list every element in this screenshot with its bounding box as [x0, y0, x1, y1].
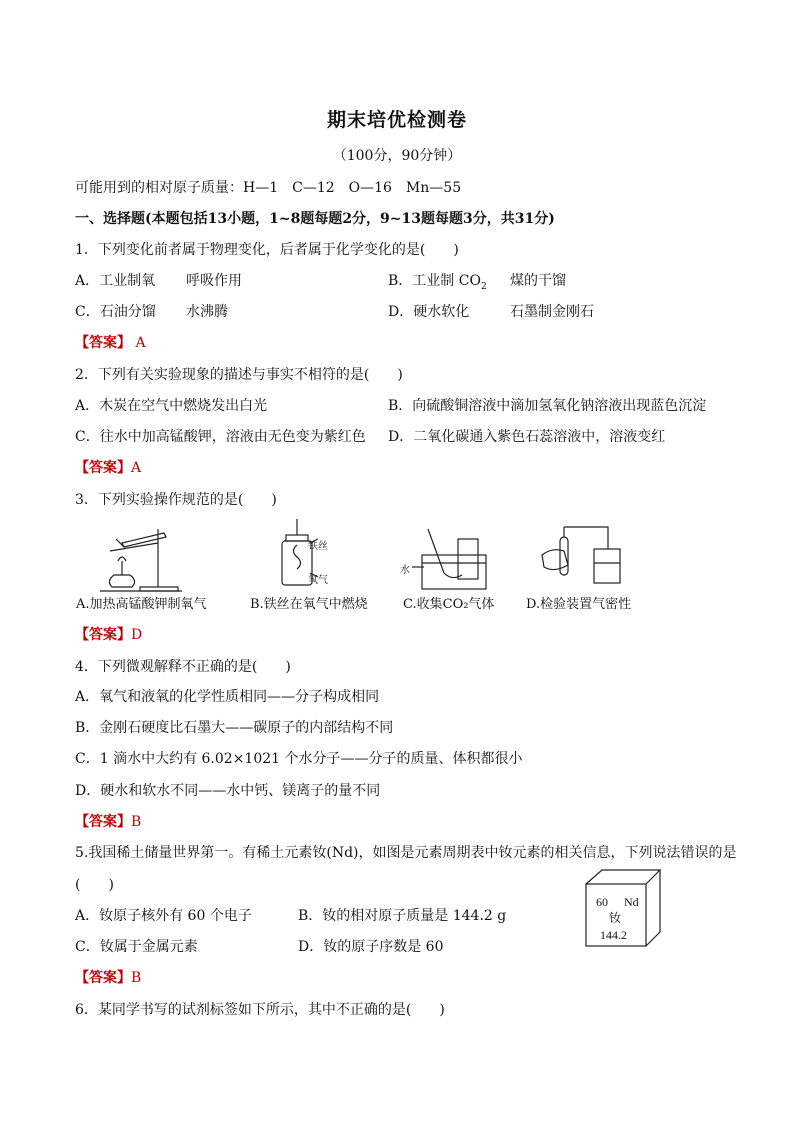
q3-figure-a-heating-setup [100, 529, 182, 591]
q3-figure-b-caption: B.铁丝在氧气中燃烧 [250, 597, 368, 612]
q5-answer [75, 967, 141, 987]
atomic-masses: 可能用到的相对原子质量：H—1 C—12 O—16 Mn—55 [75, 180, 462, 196]
q5-cell-mass: 144.2 [600, 928, 627, 942]
q5-cell-symbol: Nd [624, 895, 639, 909]
q3-stem: 3．下列实验操作规范的是( ) [75, 492, 277, 508]
q2-answer-value: A [131, 460, 142, 476]
answer-tag: 【答案】 [75, 627, 131, 643]
q2-option-c: C．往水中加高锰酸钾，溶液由无色变为紫红色 [75, 429, 366, 445]
section-heading: 一、选择题(本题包括13小题，1~8题每题2分，9~13题每题3分，共31分) [75, 211, 555, 227]
exam-subtitle: （100分，90分钟） [332, 148, 462, 164]
q1-option-b-right: 煤的干馏 [510, 273, 566, 289]
q4-option-a: A．氧气和液氧的化学性质相同——分子构成相同 [75, 689, 380, 705]
q6-stem: 6．某同学书写的试剂标签如下所示，其中不正确的是( ) [75, 1002, 445, 1018]
q3-answer-value: D [131, 627, 143, 643]
q3-figure-d-caption: D.检验装置气密性 [526, 597, 632, 612]
q1-option-d-right: 石墨制金刚石 [510, 304, 594, 320]
q1-option-b-left [388, 270, 487, 292]
q3-label-wire: 铁丝 [308, 541, 328, 552]
q3-figure-d-airtightness-test [542, 527, 620, 583]
q1-option-a-left: A．工业制氧 [75, 273, 156, 289]
q4-answer-value: B [131, 814, 142, 830]
q2-answer [75, 457, 141, 477]
q2-option-b: B．向硫酸铜溶液中滴加氢氧化钠溶液出现蓝色沉淀 [388, 398, 707, 414]
q3-label-oxygen: 氧气 [308, 575, 328, 586]
q5-stem: 5.我国稀土储量世界第一。有稀土元素钕(Nd)，如图是元素周期表中钕元素的相关信息，下列说法错误的是 [75, 845, 737, 861]
q5-cell-name: 钕 [609, 911, 622, 925]
q5-option-d: D．钕的原子序数是 60 [298, 939, 444, 955]
q1-answer-value: A [131, 335, 146, 351]
q5-option-a: A．钕原子核外有 60 个电子 [75, 908, 252, 924]
q1-option-a-right: 呼吸作用 [186, 273, 242, 289]
answer-tag: 【答案】 [75, 970, 131, 986]
q4-stem: 4．下列微观解释不正确的是( ) [75, 659, 291, 675]
q1-stem: 1．下列变化前者属于物理变化，后者属于化学变化的是( ) [75, 242, 459, 258]
answer-tag: 【答案】 [75, 814, 131, 830]
q5-cell-number: 60 [596, 895, 608, 909]
q5-option-b: B．钕的相对原子质量是 144.2 g [298, 908, 507, 924]
exam-title: 期末培优检测卷 [326, 109, 467, 131]
q2-option-a: A．木炭在空气中燃烧发出白光 [75, 398, 268, 414]
q1-option-b-text: B．工业制 CO [388, 273, 481, 289]
q4-answer [75, 811, 141, 831]
q3-figure-a-caption: A.加热高锰酸钾制氧气 [76, 597, 207, 612]
q1-option-c-right: 水沸腾 [186, 304, 228, 320]
q4-option-d: D．硬水和软水不同——水中钙、镁离子的量不同 [75, 783, 381, 799]
q3-figure-c-water-trough [412, 529, 486, 589]
q3-figure-c-caption: C.收集CO₂气体 [403, 597, 495, 612]
q5-element-cell [582, 866, 666, 954]
q4-option-c: C．1 滴水中大约有 6.02×1021 个水分子——分子的质量、体积都很小 [75, 751, 523, 767]
q3-label-water: 水 [400, 565, 410, 576]
q4-option-b: B．金刚石硬度比石墨大——碳原子的内部结构不同 [75, 720, 394, 736]
q2-option-d: D．二氧化碳通入紫色石蕊溶液中，溶液变红 [388, 429, 666, 445]
q2-stem: 2．下列有关实验现象的描述与事实不相符的是( ) [75, 367, 403, 383]
q5-option-c: C．钕属于金属元素 [75, 939, 198, 955]
q5-paren: ( ) [75, 877, 114, 893]
answer-tag: 【答案】 [75, 460, 131, 476]
q1-answer [75, 332, 146, 352]
answer-tag: 【答案】 [75, 335, 131, 351]
q5-answer-value: B [131, 970, 142, 986]
q3-answer [75, 624, 142, 644]
q1-option-c-left: C．石油分馏 [75, 304, 156, 320]
q1-option-b-subscript: 2 [480, 281, 487, 292]
q1-option-d-left: D．硬水软化 [388, 304, 470, 320]
